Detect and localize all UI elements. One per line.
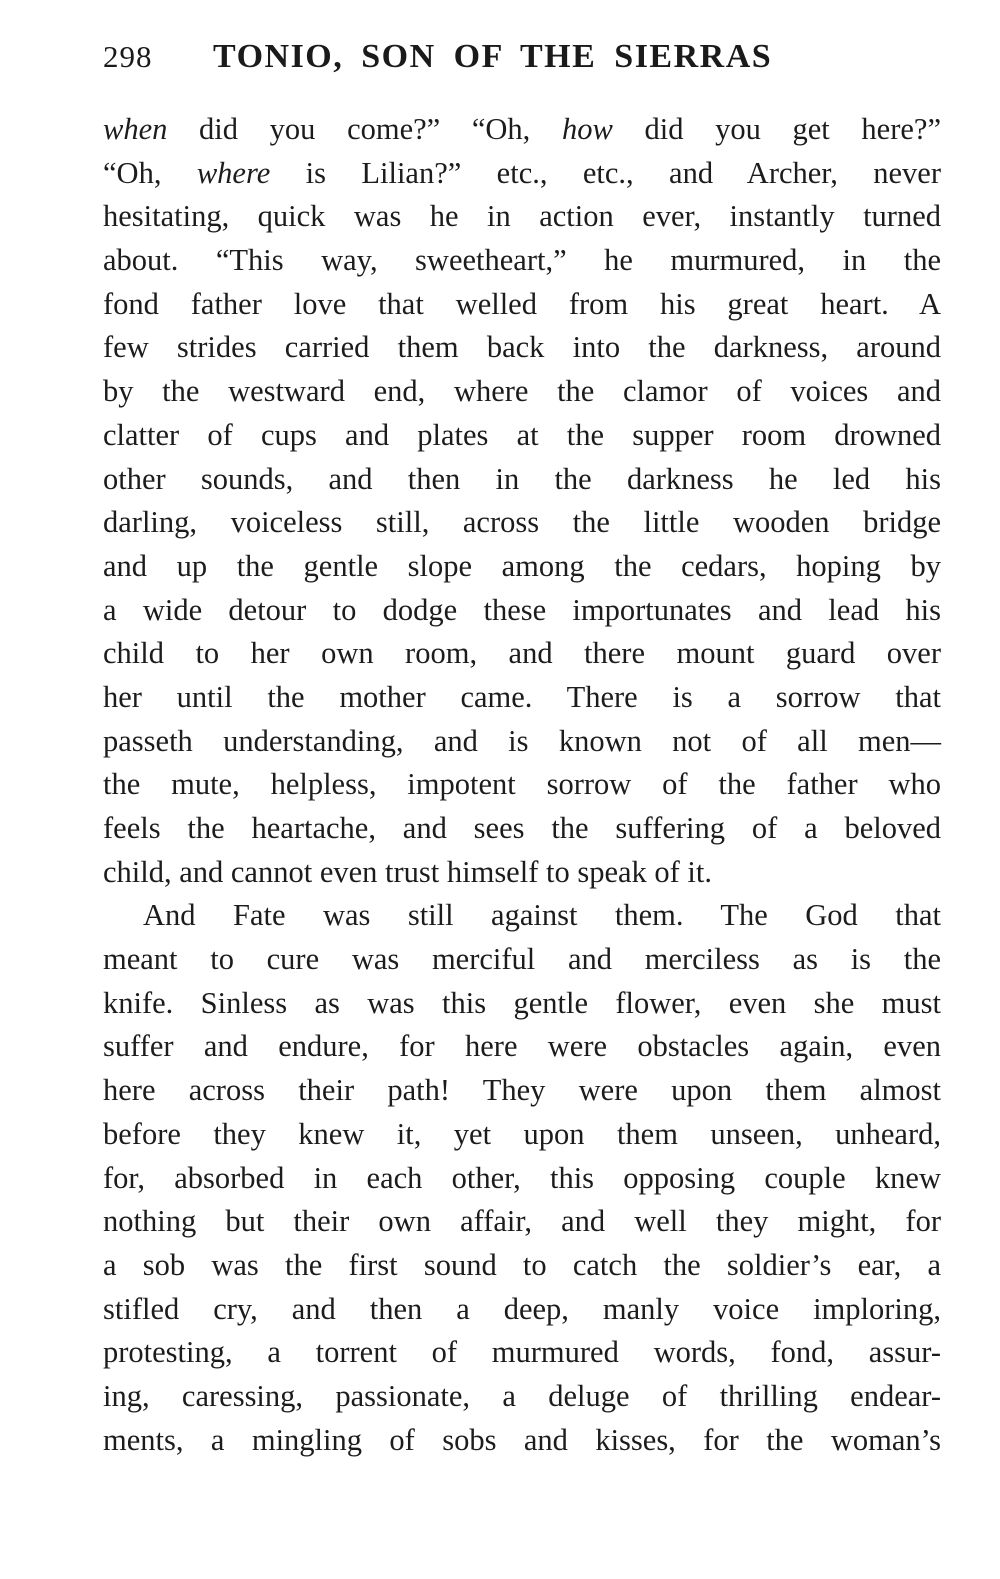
text-line — [103, 326, 941, 370]
text-line — [103, 458, 941, 502]
text-run: by the westward end, where the clamor of voices and — [103, 374, 941, 409]
running-head — [103, 38, 941, 86]
text-line — [103, 239, 941, 283]
text-line — [103, 1200, 941, 1244]
text-run: clatter of cups and plates at the supper room drowned — [103, 417, 941, 452]
text-line — [103, 108, 941, 152]
italic-word: when — [103, 112, 168, 146]
text-run: did you get here?” — [612, 112, 941, 146]
book-title: TONIO, SON OF THE SIERRAS — [213, 38, 773, 75]
text-line — [103, 1288, 941, 1332]
text-run: child, and cannot even trust himself to speak of it. — [103, 854, 713, 889]
text-run: meant to cure was merciful and merciless as is the — [103, 942, 941, 977]
book-page — [103, 38, 941, 1462]
body-text — [103, 108, 941, 1462]
text-line — [103, 1375, 941, 1419]
text-run: other sounds, and then in the darkness he led his — [103, 461, 941, 496]
text-line — [103, 720, 941, 764]
text-run: stifled cry, and then a deep, manly voice imploring, — [103, 1291, 941, 1326]
text-line — [103, 414, 941, 458]
text-run: before they knew it, yet upon them unseen, unheard, — [103, 1116, 941, 1151]
text-run: ments, a mingling of sobs and kisses, for the woman’s — [103, 1422, 941, 1457]
text-line — [103, 807, 941, 851]
text-run: darling, voiceless still, across the little wooden bridge — [103, 505, 941, 540]
text-run: knife. Sinless as was this gentle flower, even she must — [103, 985, 941, 1020]
text-line — [103, 1069, 941, 1113]
text-line — [103, 763, 941, 807]
text-run: here across their path! They were upon them almost — [103, 1073, 941, 1108]
text-run: the mute, helpless, impotent sorrow of the father who — [103, 767, 941, 802]
text-run: a wide detour to dodge these importunates and lead his — [103, 592, 941, 627]
text-line — [103, 152, 941, 196]
text-line — [103, 370, 941, 414]
text-run: for, absorbed in each other, this opposing couple knew — [103, 1160, 941, 1195]
text-line — [103, 982, 941, 1026]
text-run: fond father love that welled from his great heart. A — [103, 286, 941, 321]
text-line — [103, 894, 941, 938]
text-run: few strides carried them back into the darkness, around — [103, 330, 941, 365]
text-line — [103, 1419, 941, 1463]
text-line — [103, 676, 941, 720]
text-run: protesting, a torrent of murmured words, fond, assur- — [103, 1335, 941, 1370]
text-run: her until the mother came. There is a sorrow that — [103, 679, 941, 714]
page-number: 298 — [103, 39, 153, 74]
text-run: ing, caressing, passionate, a deluge of thrilling endear- — [103, 1378, 941, 1413]
text-line — [103, 632, 941, 676]
text-run: and up the gentle slope among the cedars, hoping by — [103, 548, 941, 583]
text-line — [103, 501, 941, 545]
text-run: about. “This way, sweetheart,” he murmured, in the — [103, 243, 941, 278]
text-line — [103, 1113, 941, 1157]
text-line — [103, 589, 941, 633]
text-line — [103, 545, 941, 589]
text-line — [103, 1331, 941, 1375]
text-run: is Lilian?” etc., etc., and Archer, never — [270, 155, 941, 190]
text-run: did you come?” “Oh, — [167, 112, 562, 146]
text-run: suffer and endure, for here were obstacles again, even — [103, 1029, 941, 1064]
text-run: a sob was the first sound to catch the soldier’s ear, a — [103, 1247, 941, 1282]
text-run: feels the heartache, and sees the suffering of a beloved — [103, 811, 941, 845]
text-line — [103, 283, 941, 327]
text-line — [103, 1025, 941, 1069]
text-line — [103, 195, 941, 239]
italic-word: where — [196, 155, 271, 190]
text-run: “Oh, — [103, 155, 197, 190]
text-line — [103, 851, 941, 895]
text-run: hesitating, quick was he in action ever, instantly turned — [103, 199, 941, 234]
text-line — [103, 938, 941, 982]
text-line — [103, 1157, 941, 1201]
text-run: And Fate was still against them. The God that — [143, 898, 941, 933]
text-run: child to her own room, and there mount guard over — [103, 636, 941, 671]
italic-word: how — [561, 112, 613, 146]
text-run: passeth understanding, and is known not of all men— — [103, 723, 941, 758]
text-run: nothing but their own affair, and well they might, for — [103, 1204, 941, 1239]
text-line — [103, 1244, 941, 1288]
